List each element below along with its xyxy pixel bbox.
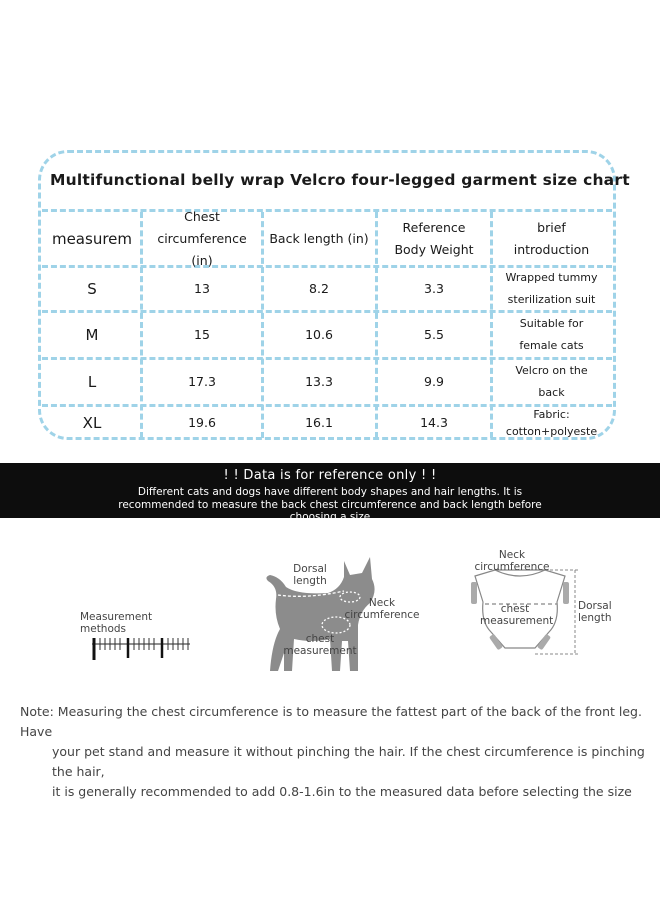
- table-divider: [140, 212, 143, 438]
- table-divider: [490, 212, 493, 438]
- intro-s: Wrapped tummy sterilization suit: [505, 271, 598, 306]
- weight-s: 3.3: [424, 281, 444, 296]
- garment-chest-label: chest measurement: [480, 603, 554, 627]
- header-chest: Chest circumference (in): [157, 208, 247, 268]
- size-m: M: [85, 326, 99, 344]
- note-line-3: it is generally recommended to add 0.8-1.6in to the measured data before selecting the size: [52, 784, 632, 799]
- back-xl: 16.1: [305, 415, 333, 430]
- note-line-2: your pet stand and measure it without pinching the hair. If the chest circumference is pinching the hair,: [52, 744, 645, 779]
- table-divider: [261, 212, 264, 438]
- garment-dorsal-label: Dorsal length: [578, 600, 612, 624]
- banner-title: ! ! Data is for reference only ! !: [223, 468, 437, 483]
- chest-s: 13: [194, 281, 210, 296]
- header-back: Back length (in): [269, 230, 369, 246]
- intro-xl: Fabric: cotton+polyeste: [505, 408, 598, 438]
- intro-m: Suitable for female cats: [519, 317, 584, 352]
- weight-m: 5.5: [424, 327, 444, 342]
- back-l: 13.3: [305, 374, 333, 389]
- back-s: 8.2: [309, 281, 329, 296]
- chest-l: 17.3: [188, 374, 216, 389]
- measuring-tape-icon: [90, 636, 192, 662]
- dog-neck-label: Neck circumference: [344, 597, 420, 621]
- header-weight: Reference Body Weight: [394, 219, 474, 257]
- weight-l: 9.9: [424, 374, 444, 389]
- header-intro: brief introduction: [513, 219, 590, 257]
- chest-m: 15: [194, 327, 210, 342]
- size-xl: XL: [82, 414, 102, 432]
- size-chart-title: Multifunctional belly wrap Velcro four-legged garment size chart: [50, 171, 630, 189]
- dog-chest-label: chest measurement: [283, 633, 357, 657]
- reference-banner: [0, 463, 660, 523]
- chest-xl: 19.6: [188, 415, 216, 430]
- table-divider: [375, 212, 378, 438]
- size-s: S: [87, 280, 97, 298]
- dog-dorsal-label: Dorsal length: [293, 563, 327, 587]
- note-prefix: Note:: [20, 704, 54, 719]
- back-m: 10.6: [305, 327, 333, 342]
- header-measure: measurem: [51, 229, 133, 248]
- banner-description: Different cats and dogs have different body shapes and hair lengths. It is recommended to measure the back chest circumference and back length before choosing a size: [118, 486, 542, 523]
- intro-l: Velcro on the back: [515, 364, 588, 399]
- note-line-1: Measuring the chest circumference is to measure the fattest part of the back of the front leg. Have: [20, 704, 642, 739]
- garment-neck-label: Neck circumference: [474, 549, 550, 573]
- measurement-methods-label: Measurement methods: [80, 611, 153, 635]
- weight-xl: 14.3: [420, 415, 448, 430]
- size-l: L: [87, 373, 97, 391]
- measurement-note: [20, 702, 650, 802]
